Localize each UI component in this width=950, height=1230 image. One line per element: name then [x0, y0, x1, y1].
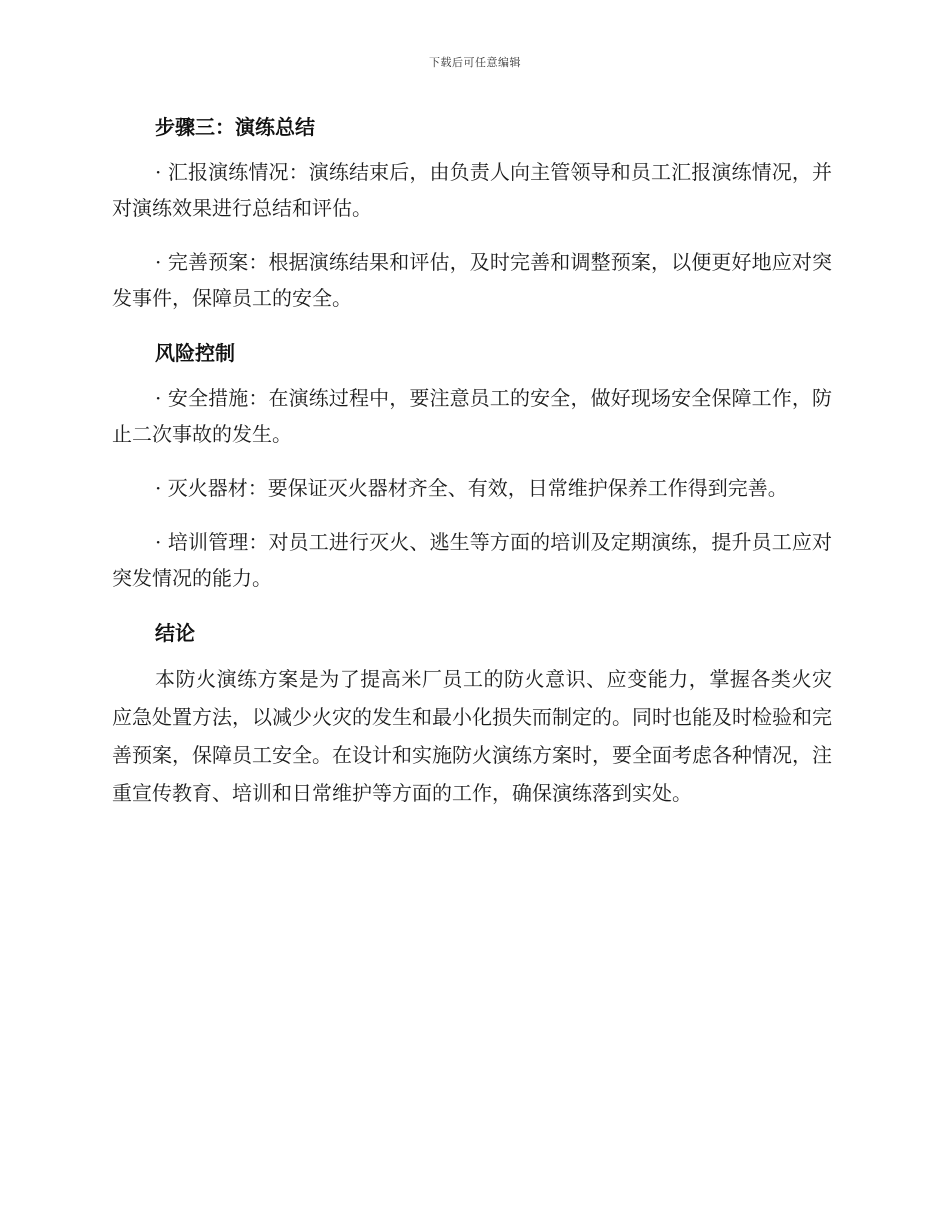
section-heading-risk-control: 风险控制	[155, 341, 235, 365]
section-heading-conclusion: 结论	[155, 621, 195, 645]
bullet-training-management: · 培训管理：对员工进行灭火、逃生等方面的培训及定期演练，提升员工应对突发情况的能力。	[112, 530, 832, 590]
document-body	[112, 108, 832, 830]
bullet-report-drill: · 汇报演练情况：演练结束后，由负责人向主管领导和员工汇报演练情况，并对演练效果进行总结和评估。	[112, 160, 832, 220]
bullet-improve-plan: · 完善预案：根据演练结果和评估，及时完善和调整预案，以便更好地应对突发事件，保障员工的安全。	[112, 250, 832, 310]
section-heading-step3: 步骤三：演练总结	[155, 115, 315, 139]
conclusion-paragraph: 本防火演练方案是为了提高米厂员工的防火意识、应变能力，掌握各类火灾应急处置方法，以减少火灾的发生和最小化损失而制定的。同时也能及时检验和完善预案，保障员工安全。在设计和实施防火演练方案时，要全面考虑各种情况，注重宣传教育、培训和日常维护等方面的工作，确保演练落到实处。	[112, 667, 832, 805]
bullet-safety-measures: · 安全措施：在演练过程中，要注意员工的安全，做好现场安全保障工作，防止二次事故的发生。	[112, 386, 832, 446]
page-header-note: 下载后可任意编辑	[429, 56, 521, 69]
bullet-fire-equipment: · 灭火器材：要保证灭火器材齐全、有效，日常维护保养工作得到完善。	[155, 476, 788, 500]
